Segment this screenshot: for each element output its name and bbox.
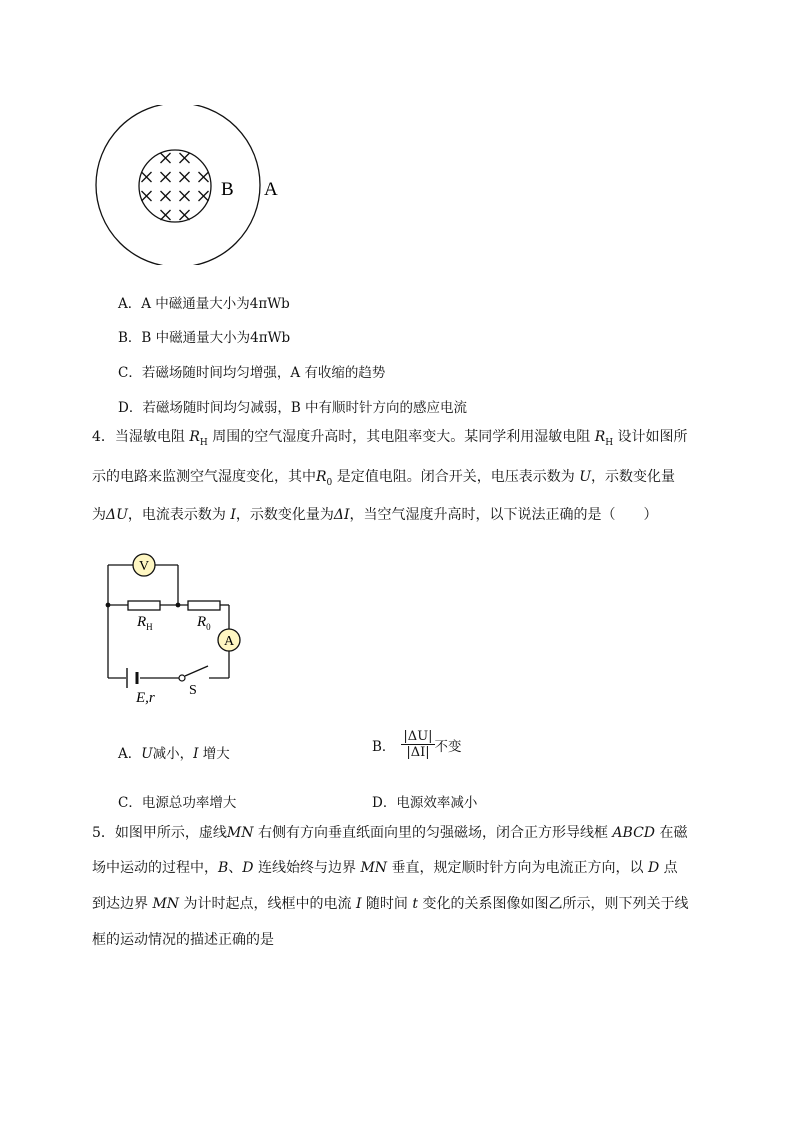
field-cross-icon [161, 191, 171, 201]
label-B: B [221, 179, 234, 200]
field-cross-icon [142, 172, 152, 182]
field-cross-icon [142, 191, 152, 201]
switch-label: S [189, 683, 197, 698]
svg-text:R0: $R_0$ [197, 614, 211, 632]
q4-option-c: C．电源总功率增大 [118, 795, 237, 811]
magnetic-field-figure [94, 105, 294, 265]
field-cross-icon [180, 210, 190, 220]
question-number: 4． [92, 429, 115, 445]
q3-option-b [118, 326, 290, 346]
battery-label: E,r [136, 690, 155, 706]
svg-text:V: V [138, 559, 150, 574]
field-crosses [142, 153, 209, 220]
field-cross-icon [199, 191, 209, 201]
field-cross-icon [199, 172, 209, 182]
q4-line-2: 示的电路来监测空气湿度变化，其中$R_0$ 是定值电阻。闭合开关，电压表示数为 U，示数变化量 [92, 469, 675, 488]
q4-line-3: 为ΔU，电流表示数为 I，示数变化量为ΔI，当空气湿度升高时，以下说法正确的是（ ） [92, 507, 658, 523]
q4-option-d: D．电源效率减小 [372, 795, 478, 811]
field-cross-icon [180, 153, 190, 163]
svg-text:RH: $R_H$ [137, 614, 153, 632]
option-text: A 中磁通量大小为4πWb [141, 296, 290, 312]
field-cross-icon [180, 191, 190, 201]
q3-option-c [118, 361, 385, 381]
q3-option-d [118, 396, 467, 416]
q4-option-a: A．U减小，I 增大 [118, 746, 230, 762]
fraction: $\frac{|\Delta U|}{|\Delta I|}$ [403, 729, 433, 760]
option-text: B 中磁通量大小为4πWb [141, 330, 291, 346]
q5-line-4: 框的运动情况的描述正确的是 [92, 932, 274, 948]
resistor-rh [128, 601, 160, 610]
field-cross-icon [180, 172, 190, 182]
field-cross-icon [161, 153, 171, 163]
q5-line-3: 到达边界 MN 为计时起点，线框中的电流 I 随时间 t 变化的关系图像如图乙所示，则下列关于线 [92, 896, 689, 912]
field-cross-icon [161, 210, 171, 220]
option-letter: B． [118, 330, 142, 346]
q5-line-1: 5．如图甲所示，虚线MN 右侧有方向垂直纸面向里的匀强磁场，闭合正方形导线框 ABCD 在磁 [92, 825, 688, 841]
switch-icon [179, 666, 208, 681]
q4-option-b: B． $\frac{|\Delta U|}{|\Delta I|}$ 不变 [372, 729, 462, 760]
q3-option-a [118, 292, 290, 312]
q5-line-2: 场中运动的过程中，B、D 连线始终与边界 MN 垂直，规定顺时针方向为电流正方向，以 D 点 [92, 860, 678, 876]
q4-line-1: 4．当湿敏电阻 $R_H$ 周围的空气湿度升高时，其电阻率变大。某同学利用湿敏电阻 $R_H$ 设计如图所 [92, 429, 688, 448]
resistor-r0 [188, 601, 220, 610]
outer-coil-A [96, 105, 260, 265]
svg-text:A: A [223, 634, 235, 649]
label-A: A [264, 179, 278, 200]
circuit-diagram [100, 550, 250, 710]
inner-field-region-B [139, 150, 211, 222]
option-letter: D． [118, 400, 143, 416]
option-letter: A． [118, 296, 142, 312]
option-letter: C． [118, 365, 142, 381]
question-number: 5． [92, 825, 115, 841]
option-text: 若磁场随时间均匀减弱，B 中有顺时针方向的感应电流 [142, 400, 468, 416]
field-cross-icon [161, 172, 171, 182]
battery-icon [127, 668, 137, 688]
option-text: 若磁场随时间均匀增强，A 有收缩的趋势 [141, 365, 386, 381]
